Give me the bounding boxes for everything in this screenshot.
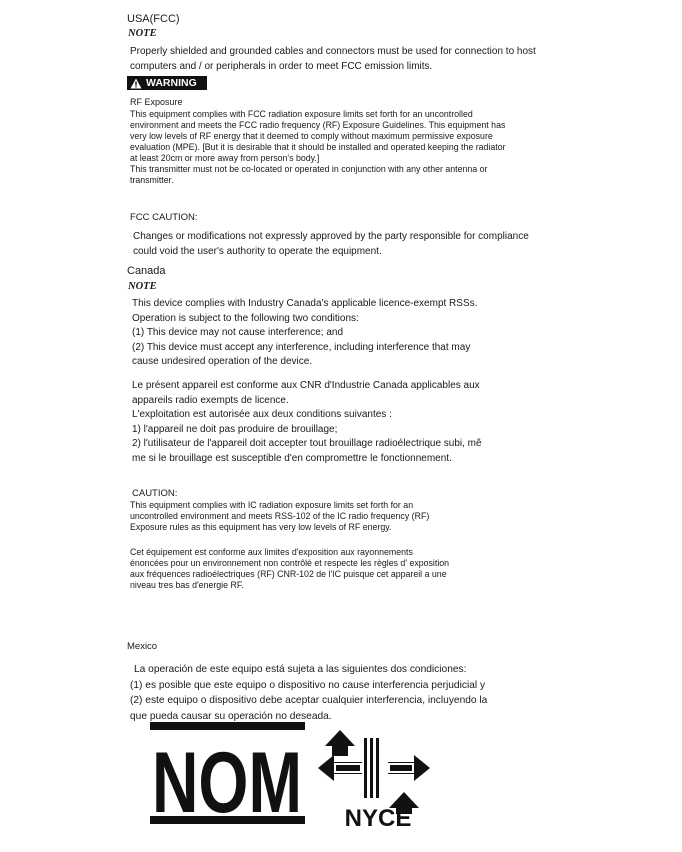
text-line: 1) l'appareil ne doit pas produire de brouillage; (132, 423, 338, 435)
text-line: Cet équipement est conforme aux limites d'exposition aux rayonnements (130, 547, 413, 557)
text-line: (2) este equipo o dispositivo debe aceptar cualquier interferencia, incluyendo la (130, 695, 488, 706)
text-line: environment and meets the FCC radio frequency (RF) Exposure Guidelines. This equipment has (130, 120, 506, 130)
fcc-caution-label: FCC CAUTION: (130, 212, 198, 223)
canada-heading: Canada (127, 265, 166, 277)
warning-icon (130, 78, 142, 89)
canada-note-french (132, 379, 482, 466)
text-line: Le présent appareil est conforme aux CNR d'Industrie Canada applicables aux (132, 380, 480, 391)
canada-note-english (132, 297, 477, 370)
canada-caution-french (130, 547, 449, 591)
usa-note-label: NOTE (128, 28, 157, 39)
text-line: Properly shielded and grounded cables and connectors must be used for connection to host (130, 46, 536, 57)
text-line: (2) This device must accept any interference, including interference that may (132, 341, 471, 353)
text-line: Operation is subject to the following two conditions: (132, 312, 359, 324)
canada-caution-label: CAUTION: (132, 488, 178, 499)
nyce-logo (318, 730, 430, 832)
certification-logos (150, 722, 435, 832)
text-line: computers and / or peripherals in order to meet FCC emission limits. (130, 60, 433, 72)
text-line: cause undesired operation of the device. (132, 356, 313, 367)
rf-exposure-text (130, 109, 506, 186)
warning-label: WARNING (146, 77, 197, 89)
text-line: This equipment complies with FCC radiation exposure limits set forth for an uncontrolled (130, 109, 473, 119)
text-line: Changes or modifications not expressly approved by the party responsible for compliance (133, 231, 529, 242)
nom-nyce-logo (150, 722, 435, 832)
text-line: aux fréquences radioélectriques (RF) CNR-102 de l'IC puisque cet appareil a une (130, 569, 447, 579)
text-line: que pueda causar su operación no deseada. (130, 710, 332, 722)
text-line: (1) This device may not cause interference; and (132, 327, 344, 338)
text-line: L'exploitation est autorisée aux deux conditions suivantes : (132, 409, 392, 420)
text-line: at least 20cm or more away from person's body.] (130, 153, 320, 163)
text-line: me si le brouillage est susceptible d'en compromettre le fonctionnement. (132, 452, 452, 464)
nom-logo (150, 722, 305, 831)
text-line: 2) l'utilisateur de l'appareil doit accepter tout brouillage radioélectrique subi, mê (132, 438, 482, 449)
usa-heading: USA(FCC) (127, 13, 180, 25)
rf-exposure-title: RF Exposure (130, 97, 183, 107)
text-line: could void the user's authority to operate the equipment. (133, 245, 382, 257)
text-line: appareils radio exempts de licence. (132, 394, 289, 406)
warning-badge (127, 76, 207, 90)
mexico-text (130, 662, 487, 724)
text-line: evaluation (MPE). [But it is desirable that it should be installed and operated keeping the radiator (130, 142, 506, 152)
nom-text: NOM (152, 735, 302, 831)
nyce-text: NYCE (344, 805, 412, 832)
canada-caution-english (130, 500, 429, 533)
text-line: Exposure rules as this equipment has very low levels of RF energy. (130, 522, 392, 532)
text-line: niveau tres bas d'energie RF. (130, 580, 244, 590)
text-line: very low levels of RF energy that it deemed to comply without maximum permissive exposure (130, 131, 493, 141)
usa-note-text (130, 45, 536, 74)
text-line: La operación de este equipo está sujeta a las siguientes dos condiciones: (134, 664, 467, 675)
mexico-heading: Mexico (127, 641, 158, 652)
text-line: uncontrolled environment and meets RSS-102 of the IC radio frequency (RF) (130, 511, 430, 521)
canada-note-label: NOTE (128, 281, 157, 292)
text-line: This device complies with Industry Canada's applicable licence-exempt RSSs. (132, 298, 478, 309)
text-line: transmitter. (130, 175, 174, 185)
text-line: (1) es posible que este equipo o dispositivo no cause interferencia perjudicial y (130, 679, 486, 691)
text-line: This transmitter must not be co-located or operated in conjunction with any other antenna or (130, 164, 488, 174)
fcc-caution-text (133, 230, 529, 259)
text-line: énoncées pour un environnement non contrôlé et respecte les règles d' exposition (130, 558, 450, 568)
text-line: This equipment complies with IC radiation exposure limits set forth for an (130, 500, 414, 510)
